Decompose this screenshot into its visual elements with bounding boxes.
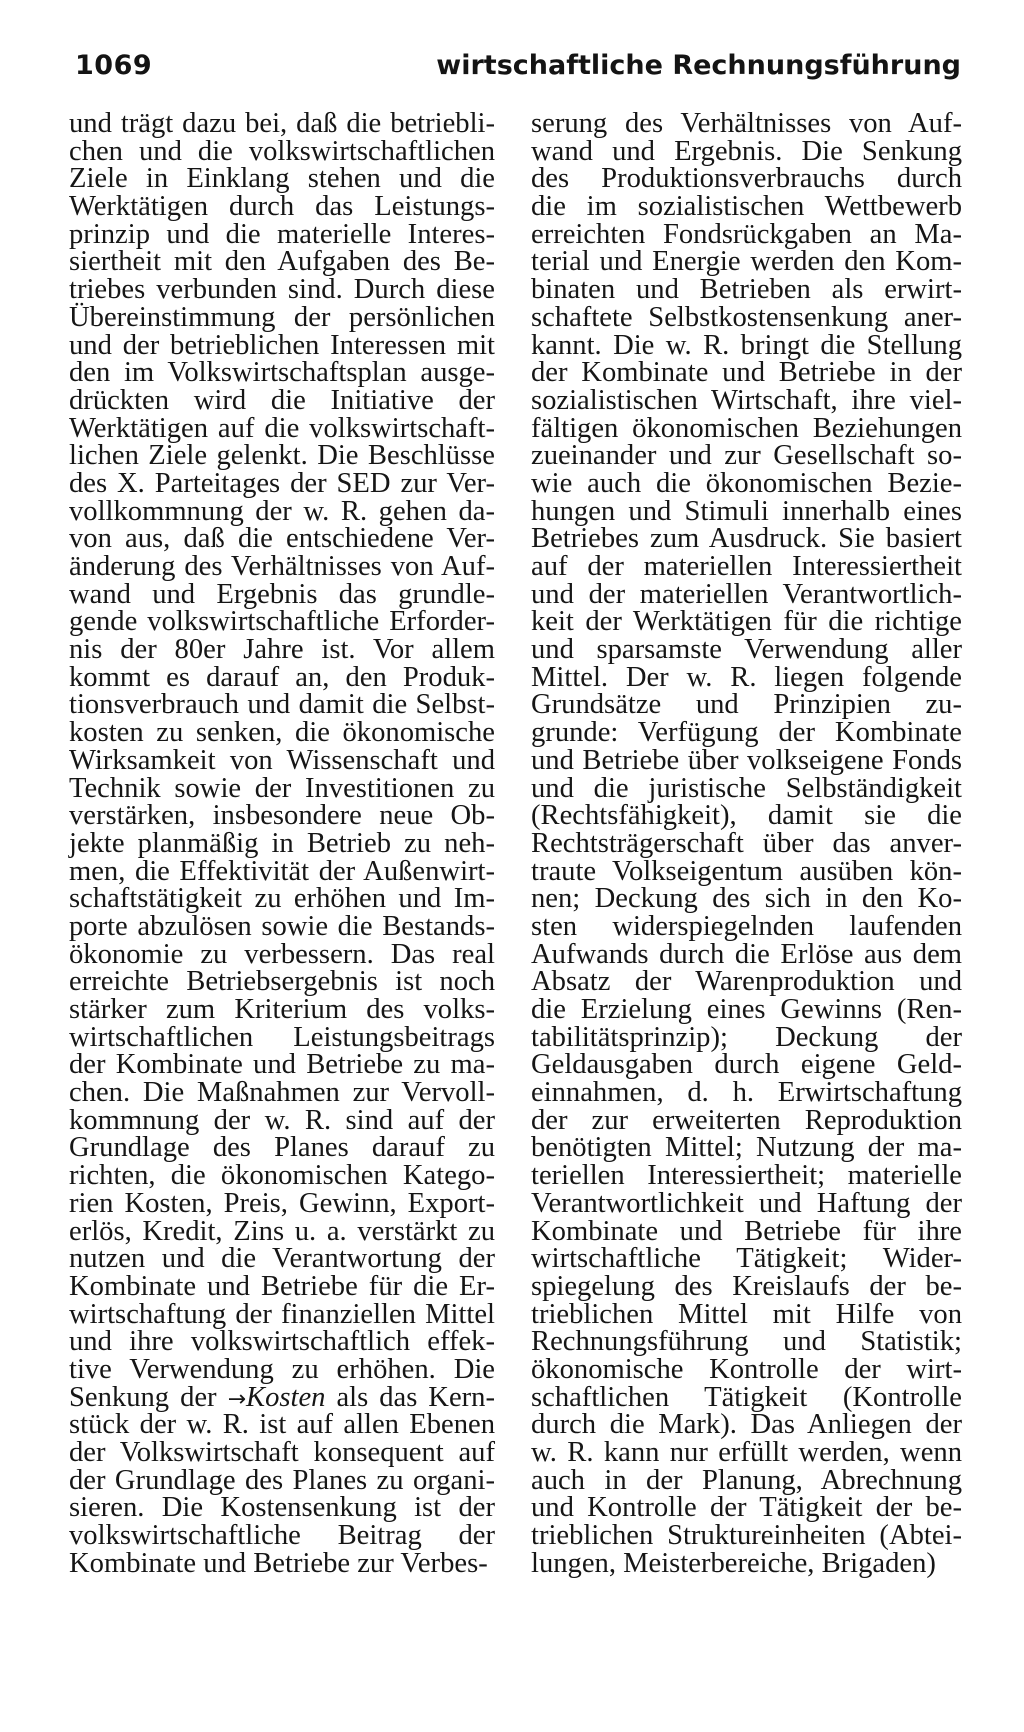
- text-line: auch in der Planung, Abrechnung: [531, 1464, 962, 1496]
- text-line: Kombinate und Betriebe für ihre: [531, 1215, 962, 1247]
- text-line: wie auch die ökonomischen Bezie-: [531, 467, 962, 499]
- text-line: und die juristische Selbständigkeit: [531, 772, 962, 804]
- text-line: Ziele in Einklang stehen und die: [69, 163, 495, 195]
- text-line: von aus, daß die entschiedene Ver-: [69, 523, 495, 555]
- text-line: jekte planmäßig in Betrieb zu neh-: [69, 827, 495, 859]
- text-line: kannt. Die w. R. bringt die Stellung: [531, 329, 962, 361]
- text-line: Absatz der Warenproduktion und: [531, 966, 962, 998]
- text-line: auf der materiellen Interessiertheit: [531, 551, 962, 582]
- text-line: verstärken, insbesondere neue Ob-: [69, 800, 495, 832]
- text-line: Aufwands durch die Erlöse aus dem: [531, 938, 962, 970]
- text-line: und Kontrolle der Tätigkeit der be-: [531, 1492, 962, 1524]
- text-line: tive Verwendung zu erhöhen. Die: [69, 1353, 495, 1385]
- text-line: binaten und Betrieben als erwirt-: [531, 274, 962, 306]
- page-header: [75, 50, 961, 86]
- cross-reference-line: [69, 1381, 495, 1413]
- text-line: Betriebes zum Ausdruck. Sie basiert: [531, 523, 962, 555]
- text-line: wirtschaftlichen Leistungsbeitrags: [69, 1021, 495, 1053]
- text-line: (Rechtsfähigkeit), damit sie die: [531, 800, 962, 832]
- text-line: stärker zum Kriterium des volks-: [69, 994, 495, 1025]
- text-line: Geldausgaben durch eigene Geld-: [531, 1049, 962, 1081]
- text-line: ökonomische Kontrolle der wirt-: [531, 1353, 962, 1385]
- text-line: Kombinate und Betriebe zur Verbes-: [69, 1547, 488, 1579]
- text-line: prinzip und die materielle Interes-: [69, 218, 495, 250]
- text-line: wirtschaftliche Tätigkeit; Wider-: [531, 1243, 962, 1275]
- text-line: durch die Mark). Das Anliegen der: [531, 1409, 962, 1441]
- text-line: lichen Ziele gelenkt. Die Beschlüsse: [69, 440, 495, 472]
- text-line: tabilitätsprinzip); Deckung der: [531, 1021, 962, 1053]
- cross-reference-arrow-icon: →: [227, 1386, 247, 1412]
- text-line: der Kombinate und Betriebe zu ma-: [69, 1049, 495, 1081]
- text-line: schaftete Selbstkostensenkung aner-: [531, 301, 962, 333]
- text-line: siertheit mit den Aufgaben des Be-: [69, 246, 495, 278]
- text-line: die im sozialistischen Wettbewerb: [531, 191, 962, 223]
- text-line: Übereinstimmung der persönlichen: [69, 301, 495, 333]
- text-line: chen und die volkswirtschaftlichen: [69, 135, 495, 167]
- text-line: teriellen Interessiertheit; materielle: [531, 1160, 962, 1192]
- text-line: trieblichen Struktureinheiten (Abtei-: [531, 1520, 962, 1552]
- text-line: die Erzielung eines Gewinns (Ren-: [531, 994, 962, 1025]
- text-line: des X. Parteitages der SED zur Ver-: [69, 467, 495, 499]
- text-line: hungen und Stimuli innerhalb eines: [531, 495, 962, 527]
- text-line: und ihre volkswirtschaftlich effek-: [69, 1326, 495, 1358]
- text-line: Wirksamkeit von Wissenschaft und: [69, 744, 495, 776]
- text-line: rien Kosten, Preis, Gewinn, Export-: [69, 1187, 495, 1219]
- text-line: traute Volkseigentum ausüben kön-: [531, 855, 962, 887]
- text-line: zueinander und zur Gesellschaft so-: [531, 440, 962, 472]
- text-line: vollkommnung der w. R. gehen da-: [69, 495, 495, 527]
- text-line: einnahmen, d. h. Erwirtschaftung: [531, 1077, 962, 1109]
- text-line: und der betrieblichen Interessen mit: [69, 329, 495, 361]
- text-line: lungen, Meisterbereiche, Brigaden): [531, 1547, 936, 1579]
- left-text-column: [69, 110, 495, 1577]
- text-line: ökonomie zu verbessern. Das real: [69, 938, 495, 970]
- right-text-column: [531, 110, 962, 1577]
- text-line: und Betriebe über volkseigene Fonds: [531, 744, 962, 776]
- text-line: nis der 80er Jahre ist. Vor allem: [69, 634, 495, 666]
- text-line: Rechtsträgerschaft über das anver-: [531, 827, 962, 859]
- crossref-text-after: als das Kern-: [325, 1381, 495, 1413]
- text-line: nutzen und die Verantwortung der: [69, 1243, 495, 1275]
- crossref-text-before: Senkung der: [69, 1381, 228, 1413]
- text-line: kosten zu senken, die ökonomische: [69, 717, 495, 749]
- text-line: der Grundlage des Planes zu organi-: [69, 1464, 495, 1496]
- text-line: tionsverbrauch und damit die Selbst-: [69, 689, 495, 721]
- text-line: porte abzulösen sowie die Bestands-: [69, 910, 495, 942]
- text-line: kommt es darauf an, den Produk-: [69, 661, 495, 693]
- text-line: wirtschaftung der finanziellen Mittel: [69, 1298, 495, 1330]
- text-line: des Produktionsverbrauchs durch: [531, 163, 962, 195]
- text-line: volkswirtschaftliche Beitrag der: [69, 1520, 495, 1552]
- text-line: Rechnungsführung und Statistik;: [531, 1326, 962, 1358]
- text-line: und trägt dazu bei, daß die betriebli-: [69, 108, 495, 139]
- running-head: wirtschaftliche Rechnungsführung: [436, 50, 961, 81]
- text-line: chen. Die Maßnahmen zur Vervoll-: [69, 1077, 495, 1109]
- text-line: und der materiellen Verantwortlich-: [531, 578, 962, 610]
- text-line: der Kombinate und Betriebe in der: [531, 357, 962, 389]
- text-line: drückten wird die Initiative der: [69, 384, 495, 416]
- page-number: 1069: [75, 50, 153, 81]
- text-line: erlös, Kredit, Zins u. a. verstärkt zu: [69, 1215, 495, 1247]
- text-line: men, die Effektivität der Außenwirt-: [69, 855, 495, 887]
- text-line: der zur erweiterten Reproduktion: [531, 1104, 962, 1136]
- text-line: Technik sowie der Investitionen zu: [69, 772, 495, 804]
- text-line: trieblichen Mittel mit Hilfe von: [531, 1298, 962, 1330]
- text-line: erreichte Betriebsergebnis ist noch: [69, 966, 495, 998]
- text-line: sozialistischen Wirtschaft, ihre viel-: [531, 384, 962, 416]
- text-line: wand und Ergebnis. Die Senkung: [531, 135, 962, 167]
- text-line: Werktätigen durch das Leistungs-: [69, 191, 495, 223]
- text-line: spiegelung des Kreislaufs der be-: [531, 1270, 962, 1302]
- text-line: und sparsamste Verwendung aller: [531, 634, 962, 666]
- text-line: richten, die ökonomischen Katego-: [69, 1160, 495, 1192]
- text-line: sten widerspiegelnden laufenden: [531, 910, 962, 942]
- text-line: kommnung der w. R. sind auf der: [69, 1104, 495, 1136]
- text-line: benötigten Mittel; Nutzung der ma-: [531, 1132, 962, 1164]
- cross-reference-term: Kosten: [246, 1381, 326, 1413]
- text-line: wand und Ergebnis das grundle-: [69, 578, 495, 610]
- text-line: änderung des Verhältnisses von Auf-: [69, 551, 495, 582]
- text-line: Werktätigen auf die volkswirtschaft-: [69, 412, 495, 444]
- text-line: fältigen ökonomischen Beziehungen: [531, 412, 962, 444]
- text-line: w. R. kann nur erfüllt werden, wenn: [531, 1437, 962, 1468]
- text-line: nen; Deckung des sich in den Ko-: [531, 883, 962, 915]
- text-line: sieren. Die Kostensenkung ist der: [69, 1492, 495, 1524]
- text-line: erreichten Fondsrückgaben an Ma-: [531, 218, 962, 250]
- text-line: triebes verbunden sind. Durch diese: [69, 274, 495, 306]
- text-line: Verantwortlichkeit und Haftung der: [531, 1187, 962, 1219]
- text-line: Grundsätze und Prinzipien zu-: [531, 689, 962, 721]
- text-line: Kombinate und Betriebe für die Er-: [69, 1270, 495, 1302]
- text-line: schaftstätigkeit zu erhöhen und Im-: [69, 883, 495, 915]
- text-line: gende volkswirtschaftliche Erforder-: [69, 606, 495, 638]
- text-line: den im Volkswirtschaftsplan ausge-: [69, 357, 495, 389]
- text-line: stück der w. R. ist auf allen Ebenen: [69, 1409, 495, 1441]
- text-line: grunde: Verfügung der Kombinate: [531, 717, 962, 749]
- text-line: Grundlage des Planes darauf zu: [69, 1132, 495, 1164]
- text-line: keit der Werktätigen für die richtige: [531, 606, 962, 638]
- text-line: der Volkswirtschaft konsequent auf: [69, 1437, 495, 1468]
- text-line: schaftlichen Tätigkeit (Kontrolle: [531, 1381, 962, 1413]
- text-line: serung des Verhältnisses von Auf-: [531, 108, 962, 139]
- text-line: Mittel. Der w. R. liegen folgende: [531, 661, 962, 693]
- text-line: terial und Energie werden den Kom-: [531, 246, 962, 278]
